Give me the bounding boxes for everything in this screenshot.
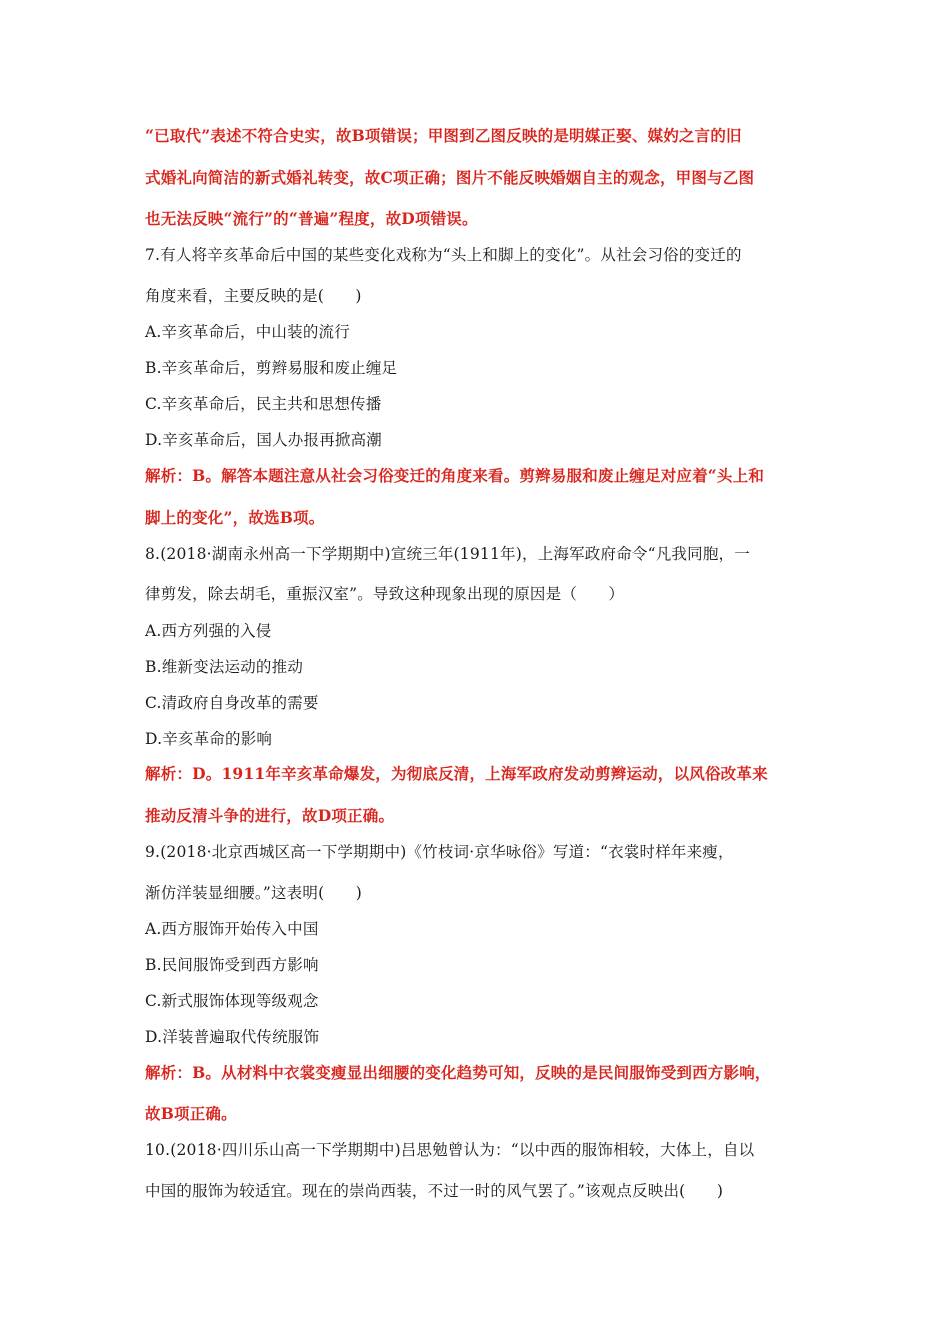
analysis-continuation-line: 式婚礼向简洁的新式婚礼转变，故C项正确；图片不能反映婚姻自主的观念，甲图与乙图	[145, 168, 755, 187]
question-9-option-c: C.新式服饰体现等级观念	[145, 992, 319, 1010]
question-8-option-a: A.西方列强的入侵	[145, 622, 272, 640]
question-8-stem: 律剪发，除去胡毛，重振汉室”。导致这种现象出现的原因是（ ）	[145, 585, 625, 603]
question-7-analysis: 解析：B。解答本题注意从社会习俗变迁的角度来看。剪辫易服和废止缠足对应着“头上和	[145, 466, 765, 485]
question-9-option-b: B.民间服饰受到西方影响	[145, 956, 319, 974]
question-9-stem: 9.(2018·北京西城区高一下学期期中)《竹枝词·京华咏俗》写道：“衣裳时样年来瘦，	[145, 843, 734, 861]
question-7-stem: 角度来看，主要反映的是( )	[145, 287, 362, 305]
question-9-stem: 渐仿洋装显细腰。”这表明( )	[145, 884, 362, 902]
question-7-option-c: C.辛亥革命后，民主共和思想传播	[145, 395, 382, 413]
question-7-option-a: A.辛亥革命后，中山装的流行	[145, 323, 350, 341]
question-9-option-d: D.洋装普遍取代传统服饰	[145, 1028, 320, 1046]
question-9-option-a: A.西方服饰开始传入中国	[145, 920, 319, 938]
question-8-stem: 8.(2018·湖南永州高一下学期期中)宣统三年(1911年)，上海军政府命令“凡我同胞，一	[145, 545, 750, 563]
question-8-option-c: C.清政府自身改革的需要	[145, 694, 319, 712]
question-9-analysis: 解析：B。从材料中衣裳变瘦显出细腰的变化趋势可知，反映的是民间服饰受到西方影响，	[145, 1063, 771, 1082]
question-10-stem: 10.(2018·四川乐山高一下学期期中)吕思勉曾认为：“以中西的服饰相较，大体上，自以	[145, 1141, 755, 1159]
question-10-stem: 中国的服饰为较适宜。现在的崇尚西装，不过一时的风气罢了。”该观点反映出( )	[145, 1182, 724, 1200]
analysis-continuation-line: “已取代”表述不符合史实，故B项错误；甲图到乙图反映的是明媒正娶、媒妁之言的旧	[145, 126, 742, 145]
question-8-option-b: B.维新变法运动的推动	[145, 658, 304, 676]
analysis-continuation-line: 也无法反映“流行”的“普遍”程度，故D项错误。	[145, 209, 478, 228]
question-8-option-d: D.辛亥革命的影响	[145, 730, 273, 748]
question-7-analysis: 脚上的变化”，故选B项。	[145, 508, 325, 527]
question-7-option-b: B.辛亥革命后，剪辫易服和废止缠足	[145, 359, 398, 377]
question-9-analysis: 故B项正确。	[145, 1104, 237, 1123]
question-8-analysis: 解析：D。1911年辛亥革命爆发，为彻底反清，上海军政府发动剪辫运动，以风俗改革来	[145, 764, 768, 783]
question-7-stem: 7.有人将辛亥革命后中国的某些变化戏称为“头上和脚上的变化”。从社会习俗的变迁的	[145, 246, 742, 264]
question-8-analysis: 推动反清斗争的进行，故D项正确。	[145, 806, 395, 825]
question-7-option-d: D.辛亥革命后，国人办报再掀高潮	[145, 431, 383, 449]
